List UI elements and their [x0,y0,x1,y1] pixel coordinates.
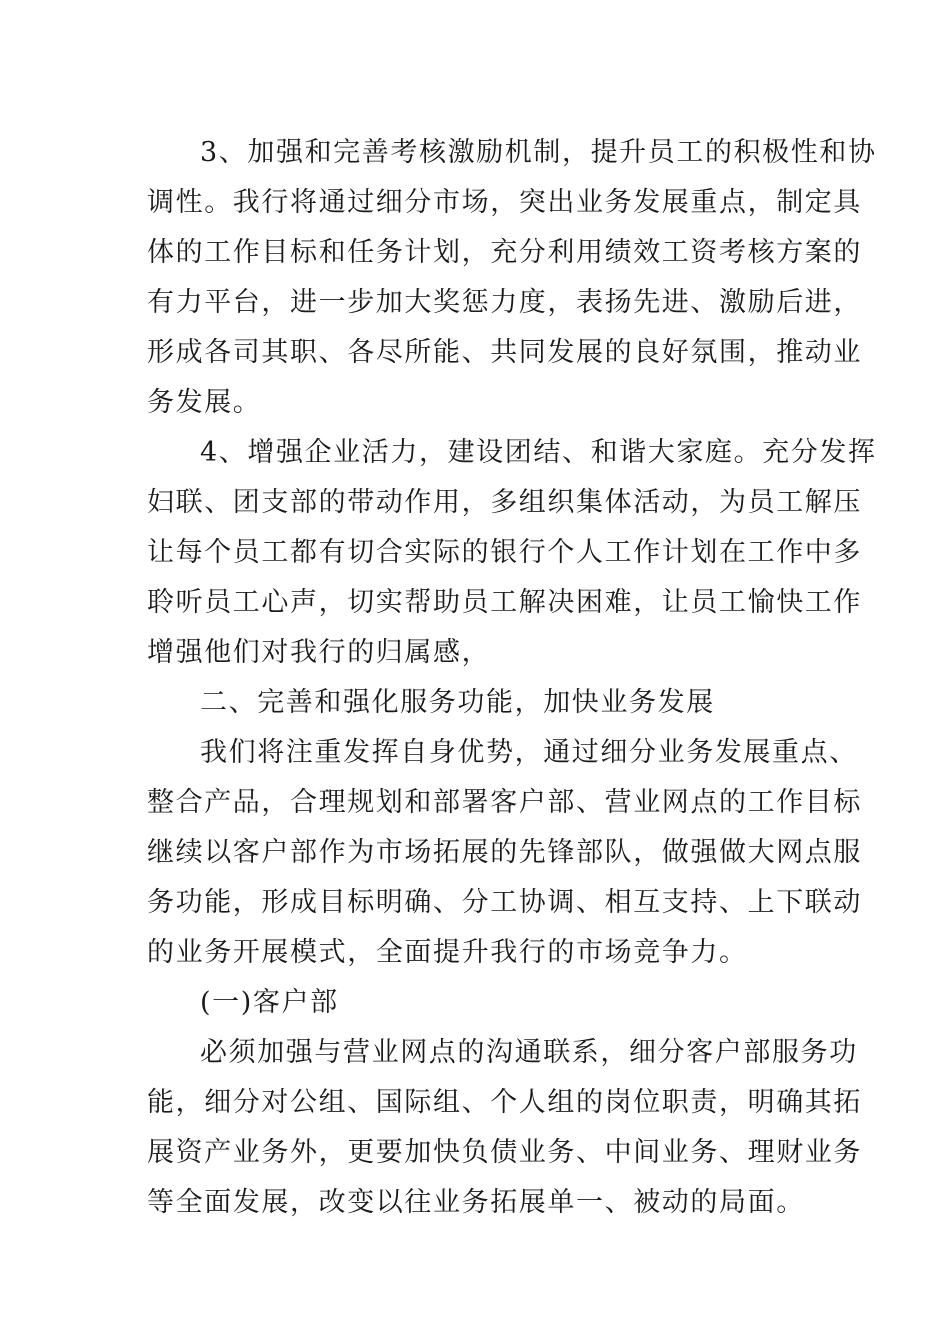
customer-dept-para-line-4: 等全面发展，改变以往业务拓展单一、被动的局面。 [147,1187,805,1218]
paragraph-3-line-3: 体的工作目标和任务计划，充分利用绩效工资考核方案的 [147,237,862,268]
paragraph-3-line-5: 形成各司其职、各尽所能、共同发展的良好氛围，推动业 [147,337,862,368]
section-heading-2: 二、完善和强化服务功能，加快业务发展 [200,687,715,718]
section-2-para-line-2: 整合产品，合理规划和部署客户部、营业网点的工作目标 [147,787,862,818]
customer-dept-para-line-1: 必须加强与营业网点的沟通联系，细分客户部服务功 [200,1037,858,1068]
paragraph-4-line-2: 妇联、团支部的带动作用，多组织集体活动，为员工解压 [147,487,862,518]
subsection-heading-customer-dept: (一)客户部 [200,987,339,1018]
paragraph-3-line-4: 有力平台，进一步加大奖惩力度，表扬先进、激励后进， [147,287,862,318]
paragraph-3-line-1: 3、加强和完善考核激励机制，提升员工的积极性和协 [200,137,877,168]
paragraph-4-line-5: 增强他们对我行的归属感， [147,637,491,668]
section-2-para-line-1: 我们将注重发挥自身优势，通过细分业务发展重点、 [200,737,858,768]
customer-dept-para-line-2: 能，细分对公组、国际组、个人组的岗位职责，明确其拓 [147,1087,862,1118]
paragraph-3-line-2: 调性。我行将通过细分市场，突出业务发展重点，制定具 [147,187,862,218]
section-2-para-line-3: 继续以客户部作为市场拓展的先锋部队，做强做大网点服 [147,837,862,868]
customer-dept-para-line-3: 展资产业务外，更要加快负债业务、中间业务、理财业务 [147,1137,862,1168]
paragraph-4-line-1: 4、增强企业活力，建设团结、和谐大家庭。充分发挥 [200,437,877,468]
paragraph-3-line-6: 务发展。 [147,387,262,418]
section-2-para-line-4: 务功能，形成目标明确、分工协调、相互支持、上下联动 [147,887,862,918]
paragraph-4-line-3: 让每个员工都有切合实际的银行个人工作计划在工作中多 [147,537,862,568]
paragraph-4-line-4: 聆听员工心声，切实帮助员工解决困难，让员工愉快工作 [147,587,862,618]
section-2-para-line-5: 的业务开展模式，全面提升我行的市场竞争力。 [147,937,748,968]
